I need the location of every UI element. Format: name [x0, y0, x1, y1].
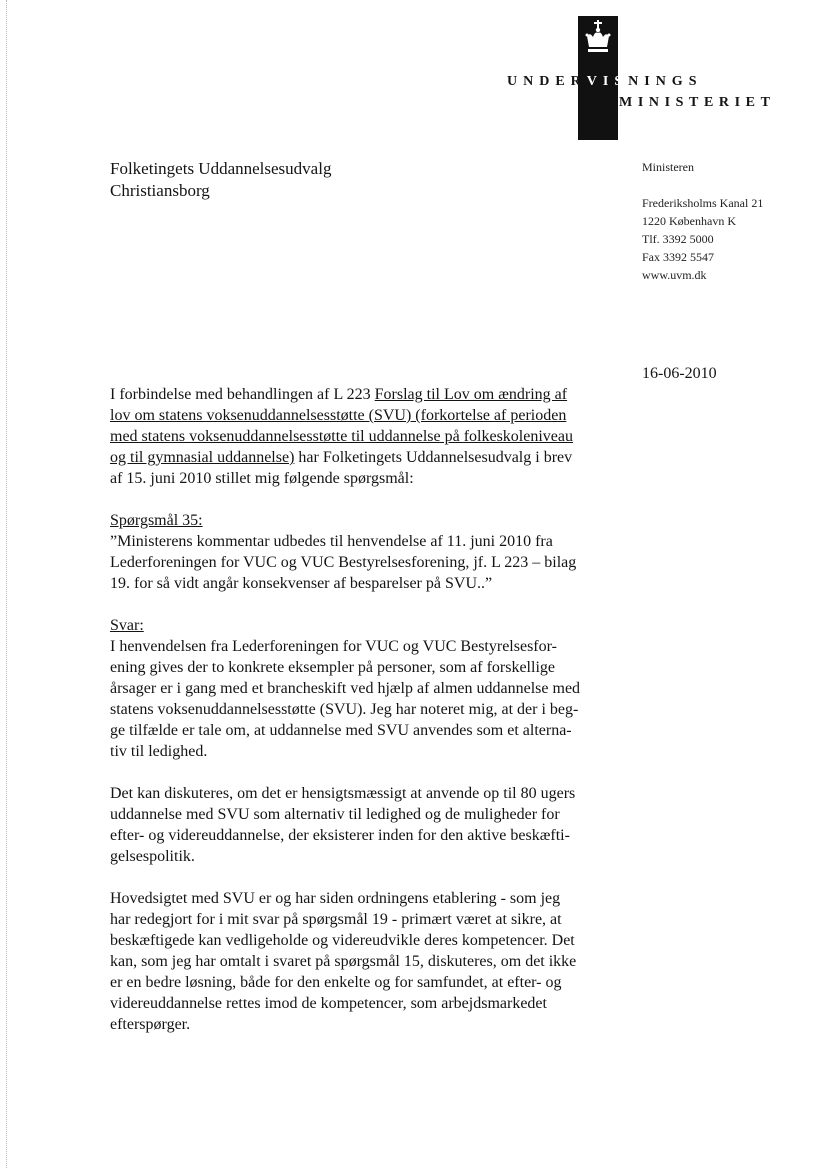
recipient-address: [110, 158, 331, 202]
intro-line: af 15. juni 2010 stillet mig følgende spørgsmål:: [110, 470, 414, 487]
paragraph-line: Hovedsigtet med SVU er og har siden ordningens etablering - som jeg: [110, 890, 561, 907]
bill-title-link: og til gymnasial uddannelse): [110, 449, 295, 466]
question-section: [110, 510, 595, 594]
bill-title-link: med statens voksenuddannelsesstøtte til uddannelse på folkeskoleniveau: [110, 428, 573, 445]
sender-address-line: Frederiksholms Kanal 21: [642, 196, 764, 210]
paragraph-line: efterspørger.: [110, 1016, 191, 1033]
question-line: 19. for så vidt angår konsekvenser af besparelser på SVU..”: [110, 575, 493, 592]
sender-info: [642, 158, 763, 284]
sender-phone: Tlf. 3392 5000: [642, 232, 714, 246]
intro-line: og til gymnasial uddannelse) har Folketingets Uddannelsesudvalg i brev: [110, 449, 573, 466]
paragraph-line: gelsespolitik.: [110, 848, 195, 865]
paragraph-line: Det kan diskuteres, om det er hensigtsmæssigt at anvende op til 80 ugers: [110, 785, 576, 802]
logo-text-part: UNDER: [507, 74, 587, 89]
sender-fax: Fax 3392 5547: [642, 250, 714, 264]
paragraph-line: kan, som jeg har omtalt i svaret på spørgsmål 15, diskuteres, om det ikke: [110, 953, 577, 970]
recipient-line: Folketingets Uddannelsesudvalg: [110, 159, 332, 178]
question-line: ”Ministerens kommentar udbedes til henvendelse af 11. juni 2010 fra: [110, 533, 553, 550]
paragraph-line: tiv til ledighed.: [110, 743, 208, 760]
sender-website: www.uvm.dk: [642, 268, 707, 282]
logo-text-part: NINGS: [628, 74, 703, 89]
answer-paragraph-1: [110, 636, 595, 762]
answer-paragraph-2: [110, 783, 595, 867]
recipient-line: Christiansborg: [110, 181, 210, 200]
intro-line: I forbindelse med behandlingen af L 223 Forslag til Lov om ændring af: [110, 386, 568, 403]
paragraph-line: videreuddannelse rettes imod de kompetencer, som arbejdsmarkedet: [110, 995, 547, 1012]
answer-section: [110, 615, 595, 1035]
paragraph-line: beskæftigede kan vedligeholde og videreudvikle deres kompetencer. Det: [110, 932, 575, 949]
paragraph-line: I henvendelsen fra Lederforeningen for VUC og VUC Bestyrelsesfor-: [110, 638, 557, 655]
question-heading: Spørgsmål 35:: [110, 512, 203, 529]
letter-date: 16-06-2010: [642, 365, 717, 382]
question-line: Lederforeningen for VUC og VUC Bestyrelsesforening, jf. L 223 – bilag: [110, 554, 577, 571]
paragraph-line: efter- og videreuddannelse, der eksisterer inden for den aktive beskæfti-: [110, 827, 570, 844]
crown-icon: [578, 16, 618, 64]
bill-title-link: Forslag til Lov om ændring af: [374, 386, 568, 403]
intro-line: [110, 405, 595, 426]
logo-text-part-inverted: VIS: [586, 74, 629, 89]
logo-text-line2: MINISTERIET: [619, 95, 776, 110]
intro-line: [110, 426, 595, 447]
paragraph-line: er en bedre løsning, både for den enkelte og for samfundet, at efter- og: [110, 974, 562, 991]
paragraph-line: har redegjort for i mit svar på spørgsmål 19 - primært været at sikre, at: [110, 911, 562, 928]
paragraph-line: uddannelse med SVU som alternativ til ledighed og de muligheder for: [110, 806, 560, 823]
answer-paragraph-3: [110, 888, 595, 1035]
paragraph-line: årsager er i gang med et brancheskift ved hjælp af almen uddannelse med: [110, 680, 581, 697]
answer-heading: Svar:: [110, 617, 144, 634]
sender-address-line: 1220 København K: [642, 214, 736, 228]
intro-paragraph: [110, 384, 595, 489]
paragraph-line: statens voksenuddannelsesstøtte (SVU). Jeg har noteret mig, at der i beg-: [110, 701, 579, 718]
logo-text-line1: [507, 72, 703, 92]
scan-edge: [6, 0, 7, 1168]
sender-title: Ministeren: [642, 160, 694, 174]
bill-title-link: lov om statens voksenuddannelsesstøtte (SVU) (forkortelse af perioden: [110, 407, 567, 424]
paragraph-line: ge tilfælde er tale om, at uddannelse med SVU anvendes som et alterna-: [110, 722, 572, 739]
letter-body: [110, 384, 595, 1035]
paragraph-line: ening gives der to konkrete eksempler på personer, som af forskellige: [110, 659, 555, 676]
